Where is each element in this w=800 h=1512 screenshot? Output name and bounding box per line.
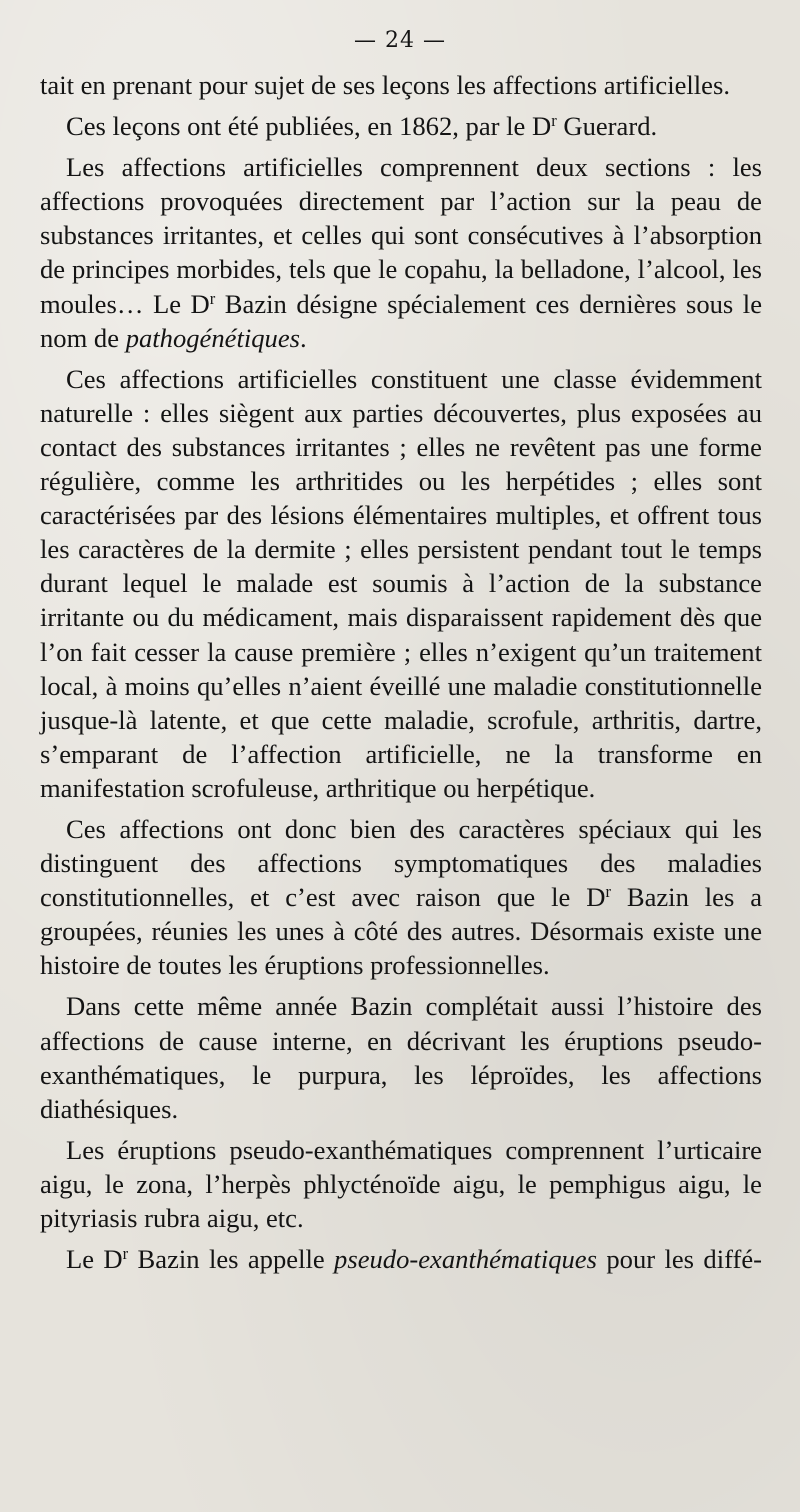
paragraph-characteristics: Ces affections artificielles constituent une classe évidemment naturelle : elles siègent aux parties découvertes, plus exposées au contact des substances irritantes ; elles ne revêtent pas une forme régulière, comme les arthritides ou les herpétides ; elles sont caractérisées par des lésions élémentaires multiples, et offrent tous les caractères de la dermite ; elles persistent pendant tout le temps durant lequel le malade est soumis à l’action de la substance irritante ou du médicament, mais disparaissent rapidement dès que l’on fait cesser la cause première ; elles n’exigent qu’un traitement local, à moins qu’elles n’aient éveillé une maladie constitutionnelle jusque-là latente, et que cette maladie, scrofule, arthritis, dartre, s’emparant de l’affection artificielle, ne la transforme en manifestation scrofuleuse, arthritique ou herpétique. xyxy=(40,363,762,803)
italic-term: pathogénétiques xyxy=(125,322,300,353)
paragraph-text: Le D xyxy=(66,1244,123,1275)
italic-term: pseudo-exanthématiques xyxy=(334,1244,597,1275)
paragraph-text: pour les diffé- xyxy=(596,1244,762,1275)
paragraph-text: Bazin les a groupées, réunies les unes à côté des autres. Désormais existe une histoire de toutes les éruptions professionnelles. xyxy=(40,882,763,981)
paragraph-text: Ces leçons ont été publiées, en 1862, par le D xyxy=(66,111,552,142)
paragraph-naming xyxy=(40,1242,762,1276)
paragraph-special-characters xyxy=(40,812,762,982)
paragraph-text: Bazin les appelle xyxy=(128,1244,335,1275)
paragraph-eruptions: Les éruptions pseudo-exanthématiques comprennent l’urticaire aigu, le zona, l’herpès phlycténoïde aigu, le pemphigus aigu, le pityriasis rubra aigu, etc. xyxy=(40,1134,762,1233)
doctor-abbrev-superscript: r xyxy=(551,111,557,131)
body-text xyxy=(40,68,762,1283)
paragraph-text: . xyxy=(300,322,307,353)
doctor-abbrev-superscript: r xyxy=(605,882,611,902)
paragraph-text: Les affections artificielles comprennent deux sections : les affections provoquées directement par l’action sur la peau de substances irritantes, et celles qui sont consécutives à l’absorption de principes morbides, tels que le copahu, la belladone, l’alcool, les moules… Le D xyxy=(40,152,762,319)
paragraph-internal-causes: Dans cette même année Bazin complétait aussi l’histoire des affections de cause interne, en décrivant les éruptions pseudo-exanthématiques, le purpura, les léproïdes, les affections diathésiques. xyxy=(40,991,762,1124)
paragraph-continuation: tait en prenant pour sujet de ses leçons les affections artificielles. xyxy=(40,70,730,100)
page-number: — 24 — xyxy=(354,28,446,53)
paragraph-text: Bazin désigne spécialement ces dernières sous le nom de xyxy=(40,288,762,353)
paragraph-text: Ces affections ont donc bien des caractères spéciaux qui les distinguent des affections symptomatiques des maladies constitutionnelles, et c’est avec raison que le D xyxy=(40,813,762,913)
paragraph-publication xyxy=(40,109,762,143)
paragraph-text: Guerard. xyxy=(556,111,658,142)
doctor-abbrev-superscript: r xyxy=(122,1244,129,1264)
doctor-abbrev-superscript: r xyxy=(209,288,216,308)
paragraph-sections xyxy=(40,150,762,355)
